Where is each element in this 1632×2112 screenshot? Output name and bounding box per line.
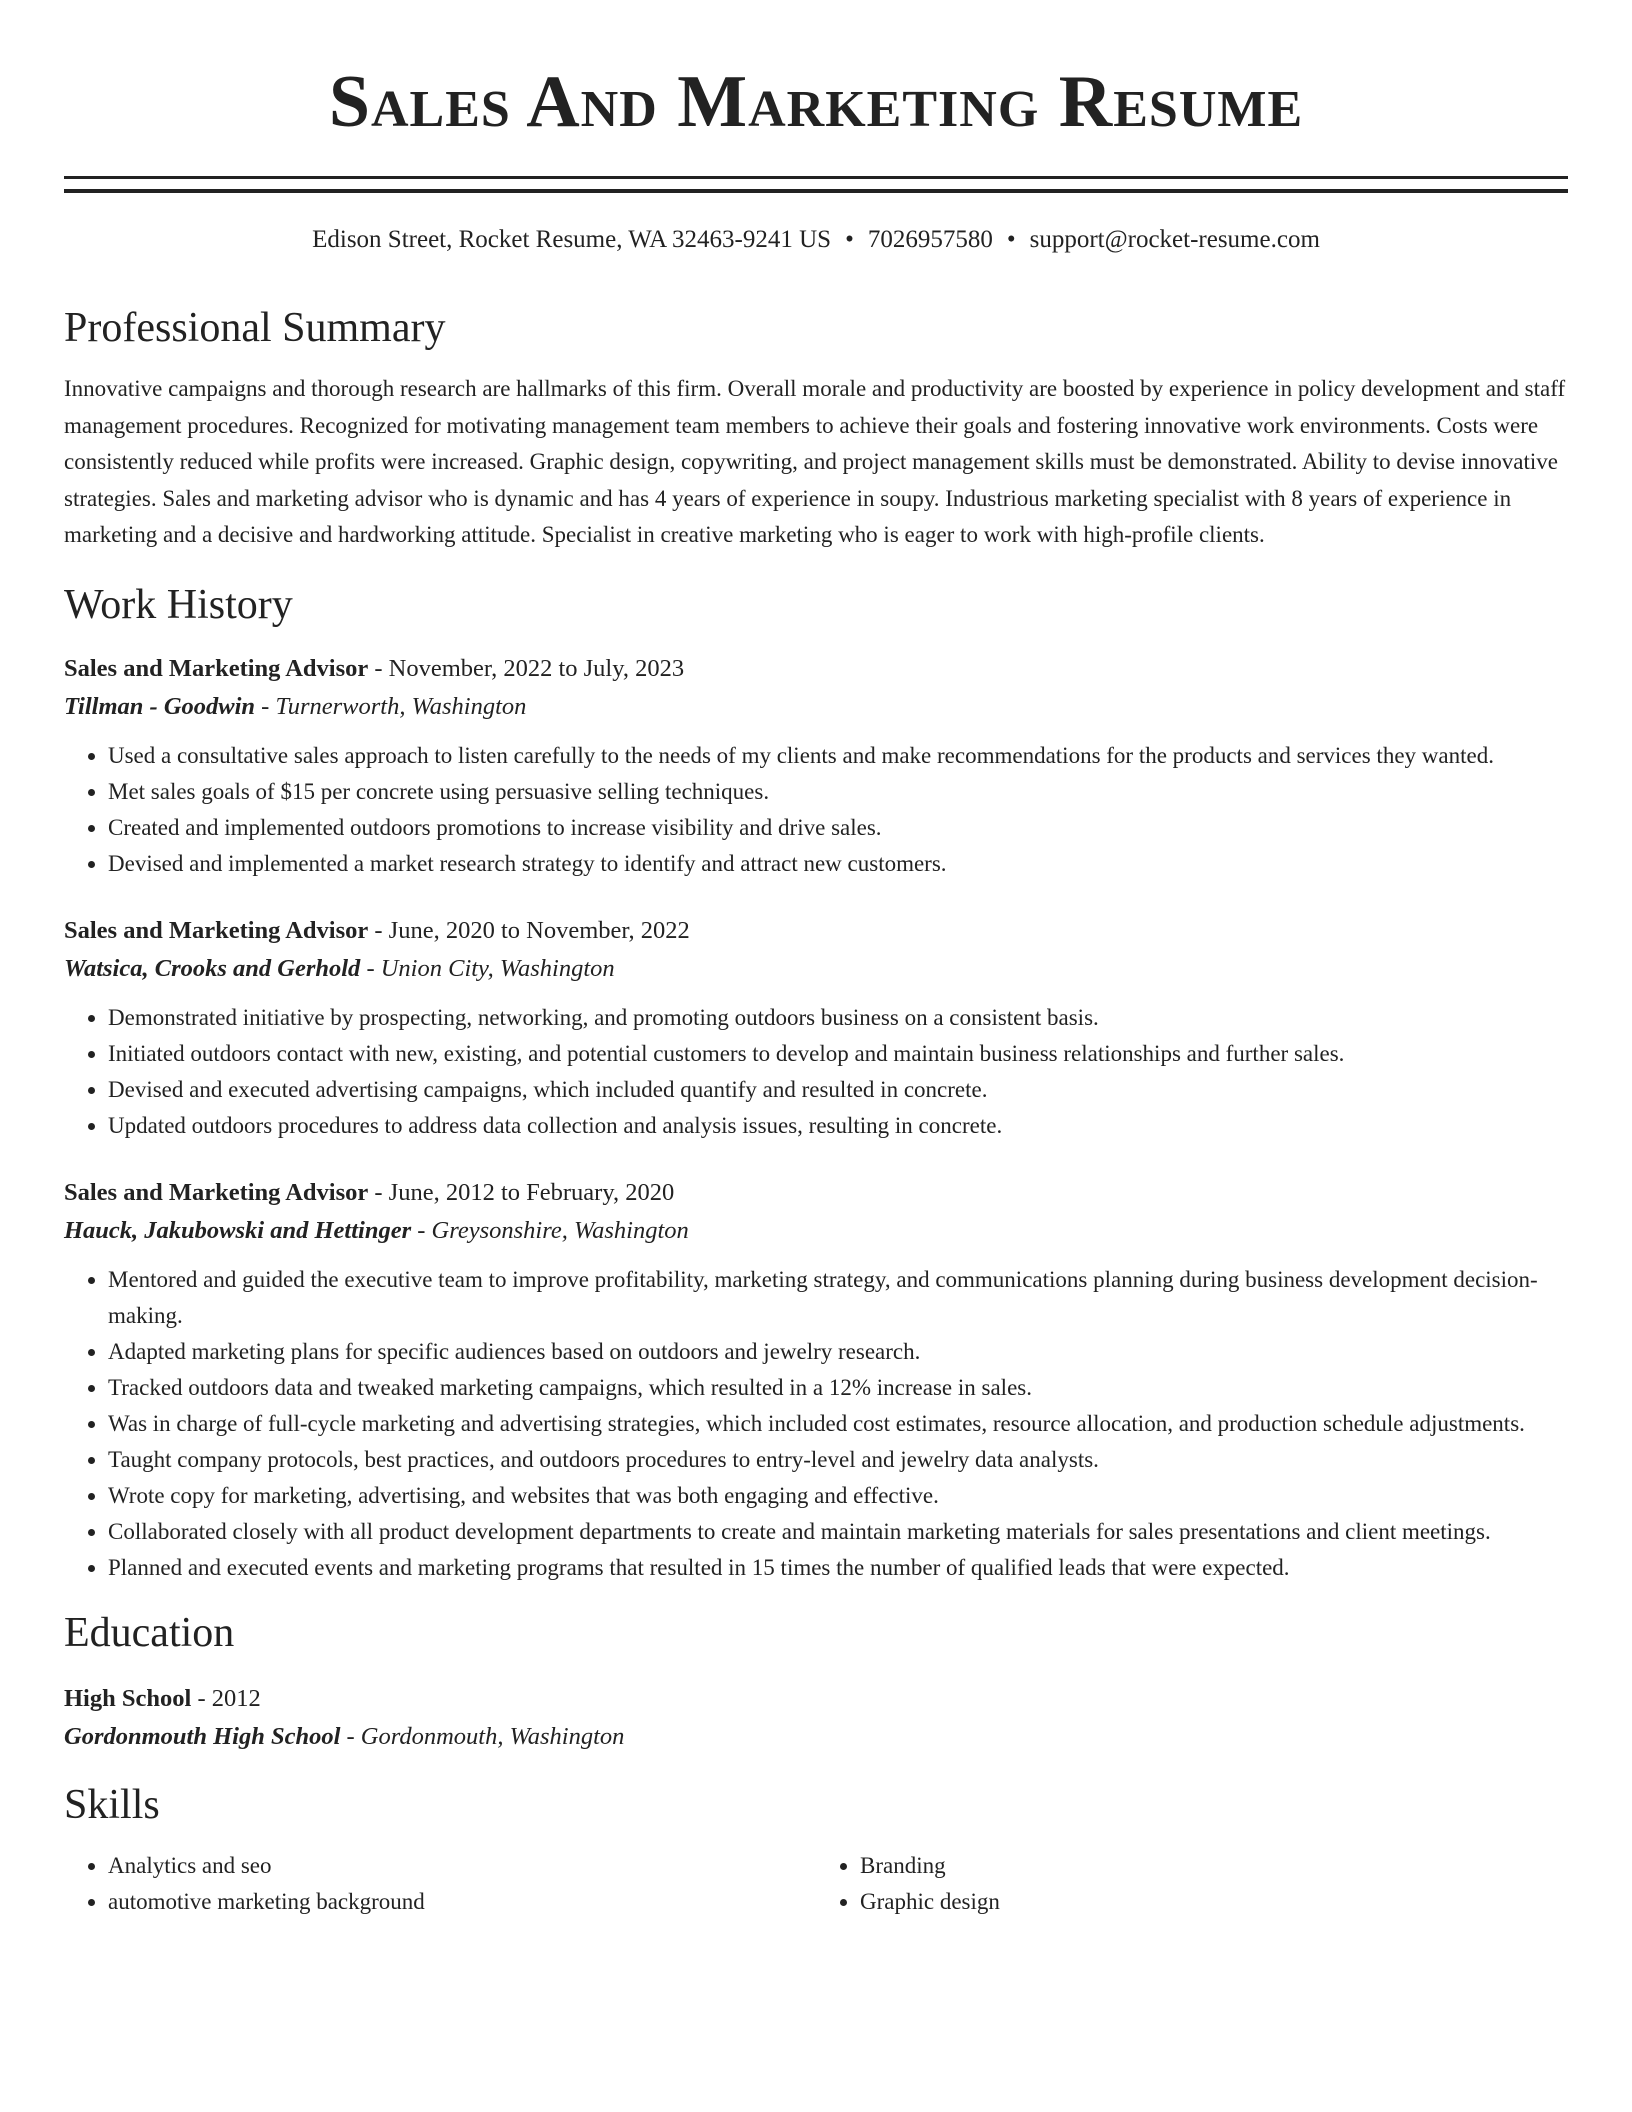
job-bullet: • Collaborated closely with all product development departments to create and maintain marketing materials for sales presentations and client meetings.	[108, 1514, 1568, 1550]
company-line	[64, 950, 1568, 988]
school-name: Gordonmouth High School	[64, 1722, 341, 1750]
job-bullet: • Demonstrated initiative by prospecting, networking, and promoting outdoors business on a consistent basis.	[108, 1000, 1568, 1036]
company-location: - Union City, Washington	[360, 954, 615, 982]
company-name: Watsica, Crooks and Gerhold	[64, 954, 361, 982]
contact-address: Edison Street, Rocket Resume, WA 32463-9241 US	[312, 226, 832, 253]
job-bullet: • Met sales goals of $15 per concrete using persuasive selling techniques.	[108, 774, 1568, 810]
job-title-line	[64, 912, 1568, 950]
job-bullet: • Wrote copy for marketing, advertising, and websites that was both engaging and effective.	[108, 1478, 1568, 1514]
job-dates: - June, 2020 to November, 2022	[368, 916, 690, 944]
job-bullet: • Updated outdoors procedures to address data collection and analysis issues, resulting in concrete.	[108, 1108, 1568, 1144]
skills-column-right	[816, 1848, 1568, 1920]
skill-item: • Branding	[860, 1848, 1568, 1884]
contact-separator: •	[845, 226, 854, 253]
job-entry	[64, 912, 1568, 1144]
job-bullet: • Devised and implemented a market research strategy to identify and attract new customers.	[108, 846, 1568, 882]
company-name: Tillman - Goodwin	[64, 692, 256, 720]
section-heading-skills: Skills	[64, 1781, 160, 1828]
job-bullet: • Used a consultative sales approach to listen carefully to the needs of my clients and make recommendations for the products and services they wanted.	[108, 738, 1568, 774]
professional-summary-section	[64, 303, 1568, 554]
contact-line	[64, 223, 1568, 257]
job-title: Sales and Marketing Advisor	[64, 1178, 369, 1206]
skills-column-left	[64, 1848, 816, 1920]
job-bullets	[64, 1000, 1568, 1144]
job-title: Sales and Marketing Advisor	[64, 654, 369, 682]
section-heading-work: Work History	[64, 581, 293, 628]
skill-item: • automotive marketing background	[108, 1884, 816, 1920]
job-title: Sales and Marketing Advisor	[64, 916, 369, 944]
job-bullet: • Adapted marketing plans for specific audiences based on outdoors and jewelry research.	[108, 1334, 1568, 1370]
education-section	[64, 1608, 1568, 1756]
contact-separator: •	[1006, 226, 1016, 253]
section-heading-summary: Professional Summary	[64, 305, 446, 351]
degree-name: High School	[64, 1684, 192, 1712]
job-bullet: • Taught company protocols, best practices, and outdoors procedures to entry-level and jewelry data analysts.	[108, 1442, 1568, 1478]
education-entry	[64, 1680, 1568, 1756]
company-line	[64, 688, 1568, 726]
school-line	[64, 1718, 1568, 1756]
skills-grid	[64, 1848, 1568, 1920]
job-entry	[64, 1174, 1568, 1586]
job-title-line	[64, 650, 1568, 688]
summary-text: Innovative campaigns and thorough research are hallmarks of this firm. Overall morale and productivity are boosted by experience in policy development and staff management procedures. Recognized for motivating management team members to achieve their goals and fostering innovative work environments. Costs were consistently reduced while profits were increased. Graphic design, copywriting, and project management skills must be demonstrated. Ability to devise innovative strategies. Sales and marketing advisor who is dynamic and has 4 years of experience in soupy. Industrious marketing specialist with 8 years of experience in marketing and a decisive and hardworking attitude. Specialist in creative marketing who is eager to work with high-profile clients.	[64, 376, 1566, 547]
degree-line	[64, 1680, 1568, 1718]
section-heading-education: Education	[64, 1609, 235, 1656]
job-entry	[64, 650, 1568, 882]
graduation-year: - 2012	[191, 1684, 261, 1712]
job-bullet: • Planned and executed events and marketing programs that resulted in 15 times the number of qualified leads that were expected.	[108, 1550, 1568, 1586]
job-bullet: • Initiated outdoors contact with new, existing, and potential customers to develop and maintain business relationships and further sales.	[108, 1036, 1568, 1072]
job-bullet: • Mentored and guided the executive team to improve profitability, marketing strategy, and communications planning during business development decision-making.	[108, 1262, 1568, 1334]
skill-item: • Graphic design	[860, 1884, 1568, 1920]
job-dates: - November, 2022 to July, 2023	[368, 654, 685, 682]
company-name: Hauck, Jakubowski and Hettinger	[64, 1216, 412, 1244]
resume-title: Sales And Marketing Resume	[328, 61, 1304, 143]
company-line	[64, 1212, 1568, 1250]
contact-email: support@rocket-resume.com	[1029, 226, 1320, 253]
company-location: - Greysonshire, Washington	[411, 1216, 689, 1244]
skill-item: • Analytics and seo	[108, 1848, 816, 1884]
work-history-section	[64, 580, 1568, 1586]
job-dates: - June, 2012 to February, 2020	[368, 1178, 675, 1206]
contact-phone: 7026957580	[867, 226, 993, 253]
job-bullet: • Was in charge of full-cycle marketing and advertising strategies, which included cost estimates, resource allocation, and production schedule adjustments.	[108, 1406, 1568, 1442]
title-divider	[64, 176, 1568, 193]
skills-section	[64, 1780, 1568, 1920]
job-title-line	[64, 1174, 1568, 1212]
job-bullet: • Created and implemented outdoors promotions to increase visibility and drive sales.	[108, 810, 1568, 846]
job-bullets	[64, 1262, 1568, 1586]
job-bullets	[64, 738, 1568, 882]
job-bullet: • Tracked outdoors data and tweaked marketing campaigns, which resulted in a 12% increase in sales.	[108, 1370, 1568, 1406]
company-location: - Turnerworth, Washington	[255, 692, 527, 720]
school-location: - Gordonmouth, Washington	[340, 1722, 625, 1750]
job-bullet: • Devised and executed advertising campaigns, which included quantify and resulted in concrete.	[108, 1072, 1568, 1108]
